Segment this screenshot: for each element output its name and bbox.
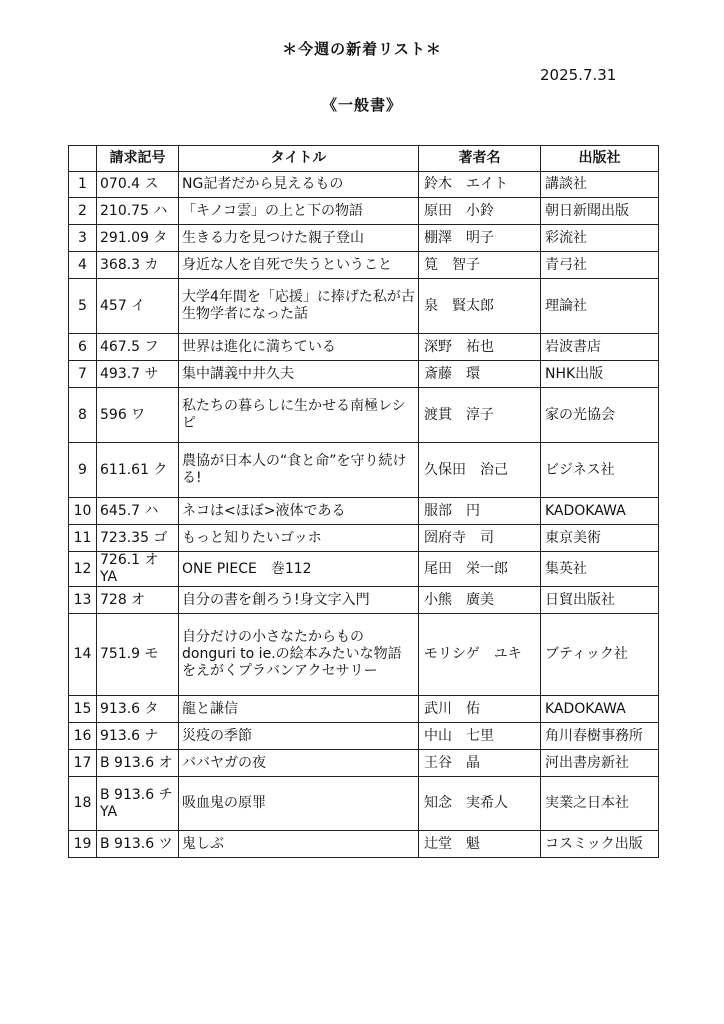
- row-number: 8: [69, 388, 97, 443]
- book-author: モリシゲ ユキ: [419, 614, 541, 696]
- call-number: 913.6 タ: [97, 696, 179, 723]
- row-number: 5: [69, 279, 97, 334]
- book-title: 私たちの暮らしに生かせる南極レシピ: [179, 388, 419, 443]
- call-number: 467.5 フ: [97, 334, 179, 361]
- book-author: 武川 佑: [419, 696, 541, 723]
- call-number: B 913.6 オ: [97, 750, 179, 777]
- call-number: 728 オ: [97, 587, 179, 614]
- book-title: 災疫の季節: [179, 723, 419, 750]
- book-publisher: 角川春樹事務所: [541, 723, 659, 750]
- book-author: 服部 円: [419, 498, 541, 525]
- call-number: 913.6 ナ: [97, 723, 179, 750]
- row-number: 6: [69, 334, 97, 361]
- book-title: 吸血鬼の原罪: [179, 777, 419, 831]
- row-number: 13: [69, 587, 97, 614]
- book-title: 大学4年間を「応援」に捧げた私が古生物学者になった話: [179, 279, 419, 334]
- column-header-no: [69, 146, 97, 172]
- column-header-publisher: 出版社: [541, 146, 659, 172]
- table-row: [69, 777, 659, 831]
- book-author: 原田 小鈴: [419, 198, 541, 225]
- table-row: [69, 831, 659, 858]
- table-row: [69, 388, 659, 443]
- table-row: [69, 443, 659, 498]
- book-author: 中山 七里: [419, 723, 541, 750]
- row-number: 12: [69, 552, 97, 587]
- column-header-title: タイトル: [179, 146, 419, 172]
- book-title: NG記者だから見えるもの: [179, 172, 419, 198]
- book-publisher: 集英社: [541, 552, 659, 587]
- row-number: 15: [69, 696, 97, 723]
- table-row: [69, 198, 659, 225]
- book-title: 生きる力を見つけた親子登山: [179, 225, 419, 252]
- book-title: 世界は進化に満ちている: [179, 334, 419, 361]
- book-publisher: 彩流社: [541, 225, 659, 252]
- call-number: 596 ワ: [97, 388, 179, 443]
- table-row: [69, 279, 659, 334]
- call-number: B 913.6 チ YA: [97, 777, 179, 831]
- book-author: 斎藤 環: [419, 361, 541, 388]
- row-number: 7: [69, 361, 97, 388]
- book-author: 渡貫 淳子: [419, 388, 541, 443]
- book-title: ネコは<ほぼ>液体である: [179, 498, 419, 525]
- table-row: [69, 614, 659, 696]
- book-title: 鬼しぶ: [179, 831, 419, 858]
- book-author: 棚澤 明子: [419, 225, 541, 252]
- table-row: [69, 225, 659, 252]
- row-number: 16: [69, 723, 97, 750]
- row-number: 18: [69, 777, 97, 831]
- row-number: 10: [69, 498, 97, 525]
- page-title: ＊今週の新着リスト＊: [282, 40, 442, 58]
- section-title: 《一般書》: [321, 96, 402, 114]
- call-number: 723.35 ゴ: [97, 525, 179, 552]
- book-title: 龍と謙信: [179, 696, 419, 723]
- book-title: 農協が日本人の“食と命”を守り続ける!: [179, 443, 419, 498]
- book-title: 集中講義中井久夫: [179, 361, 419, 388]
- table-row: [69, 696, 659, 723]
- row-number: 4: [69, 252, 97, 279]
- book-author: 尾田 栄一郎: [419, 552, 541, 587]
- book-author: 王谷 晶: [419, 750, 541, 777]
- book-author: 鈴木 エイト: [419, 172, 541, 198]
- list-date: 2025.7.31: [540, 66, 617, 84]
- row-number: 1: [69, 172, 97, 198]
- table-row: [69, 552, 659, 587]
- book-title: 自分だけの小さなたからもの donguri to ie.の絵本みたいな物語をえがくプラバンアクセサリー: [179, 614, 419, 696]
- call-number: 210.75 ハ: [97, 198, 179, 225]
- book-publisher: 理論社: [541, 279, 659, 334]
- table-row: [69, 723, 659, 750]
- book-publisher: 日貿出版社: [541, 587, 659, 614]
- book-title: ババヤガの夜: [179, 750, 419, 777]
- column-header-call-number: 請求記号: [97, 146, 179, 172]
- row-number: 3: [69, 225, 97, 252]
- book-author: 泉 賢太郎: [419, 279, 541, 334]
- table-header-row: [69, 146, 659, 172]
- book-title: 自分の書を創ろう!身文字入門: [179, 587, 419, 614]
- table-row: [69, 252, 659, 279]
- call-number: 611.61 ク: [97, 443, 179, 498]
- book-publisher: KADOKAWA: [541, 696, 659, 723]
- table-row: [69, 750, 659, 777]
- book-author: 小熊 廣美: [419, 587, 541, 614]
- book-publisher: 河出書房新社: [541, 750, 659, 777]
- call-number: 291.09 タ: [97, 225, 179, 252]
- book-publisher: 講談社: [541, 172, 659, 198]
- book-publisher: NHK出版: [541, 361, 659, 388]
- book-publisher: コスミック出版: [541, 831, 659, 858]
- book-publisher: 家の光協会: [541, 388, 659, 443]
- row-number: 14: [69, 614, 97, 696]
- book-author: 久保田 治己: [419, 443, 541, 498]
- book-title: もっと知りたいゴッホ: [179, 525, 419, 552]
- book-title: 「キノコ雲」の上と下の物語: [179, 198, 419, 225]
- book-publisher: 東京美術: [541, 525, 659, 552]
- book-author: 筧 智子: [419, 252, 541, 279]
- book-publisher: 朝日新聞出版: [541, 198, 659, 225]
- call-number: 493.7 サ: [97, 361, 179, 388]
- row-number: 19: [69, 831, 97, 858]
- row-number: 9: [69, 443, 97, 498]
- row-number: 11: [69, 525, 97, 552]
- call-number: 726.1 オ YA: [97, 552, 179, 587]
- call-number: B 913.6 ツ: [97, 831, 179, 858]
- table-row: [69, 334, 659, 361]
- call-number: 751.9 モ: [97, 614, 179, 696]
- call-number: 457 イ: [97, 279, 179, 334]
- book-title: ONE PIECE 巻112: [179, 552, 419, 587]
- book-publisher: 実業之日本社: [541, 777, 659, 831]
- book-publisher: KADOKAWA: [541, 498, 659, 525]
- row-number: 2: [69, 198, 97, 225]
- book-author: 知念 実希人: [419, 777, 541, 831]
- call-number: 070.4 ス: [97, 172, 179, 198]
- column-header-author: 著者名: [419, 146, 541, 172]
- book-publisher: 岩波書店: [541, 334, 659, 361]
- table-row: [69, 525, 659, 552]
- book-publisher: 青弓社: [541, 252, 659, 279]
- book-author: 圀府寺 司: [419, 525, 541, 552]
- table-row: [69, 172, 659, 198]
- call-number: 645.7 ハ: [97, 498, 179, 525]
- table-row: [69, 361, 659, 388]
- book-author: 深野 祐也: [419, 334, 541, 361]
- table-row: [69, 498, 659, 525]
- row-number: 17: [69, 750, 97, 777]
- table-row: [69, 587, 659, 614]
- book-publisher: ビジネス社: [541, 443, 659, 498]
- book-title: 身近な人を自死で失うということ: [179, 252, 419, 279]
- book-author: 辻堂 魁: [419, 831, 541, 858]
- call-number: 368.3 カ: [97, 252, 179, 279]
- new-arrivals-table: [68, 145, 659, 858]
- book-publisher: ブティック社: [541, 614, 659, 696]
